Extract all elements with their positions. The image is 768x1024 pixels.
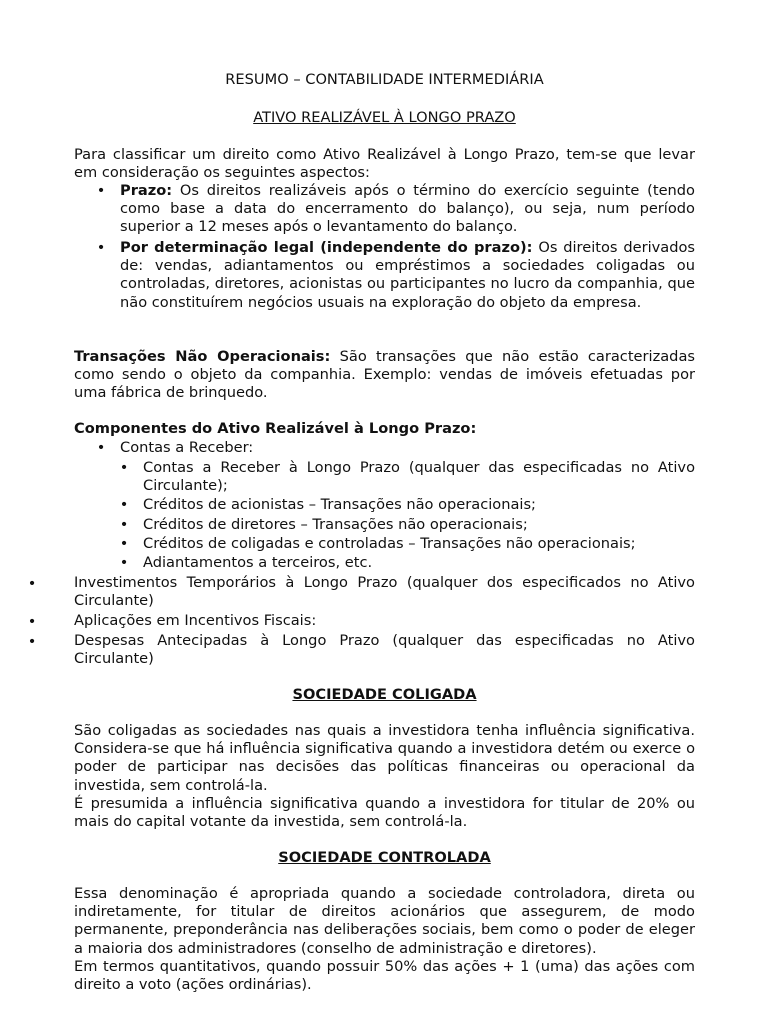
sub-item: Contas a Receber à Longo Prazo (qualquer das especificadas no Ativo Circulante); [143, 459, 695, 495]
document-title: RESUMO – CONTABILIDADE INTERMEDIÁRIA [225, 71, 544, 88]
bullet-icon: • [119, 554, 129, 571]
componentes-heading: Componentes do Ativo Realizável à Longo Prazo: [74, 420, 477, 437]
section-heading-controlada: SOCIEDADE CONTROLADA [278, 849, 491, 866]
sub-item: Créditos de acionistas – Transações não operacionais; [143, 496, 536, 513]
bullet-icon: • [119, 459, 129, 476]
contas-receber-item: Contas a Receber: [120, 439, 254, 456]
controlada-paragraph-1: Essa denominação é apropriada quando a sociedade controladora, direta ou indiretamente, for titular de direitos acionários que assegurem, de modo permanente, preponderância nas deliberações sociais, bem como o poder de eleger a maioria dos administradores (conselho de administração e diretores). [74, 885, 695, 957]
bullet-icon: • [119, 516, 129, 533]
bullet-prazo-text: Os direitos realizáveis após o término do exercício seguinte (tendo como base a data do encerramento do balanço), ou seja, num período superior a 12 meses após o levantamento do balanço. [120, 182, 695, 236]
bullet-icon: • [27, 575, 37, 592]
coligada-paragraph-1: São coligadas as sociedades nas quais a investidora tenha influência significativa. Considera-se que há influência significativa quando a investidora detém ou exerce o poder de participar nas decisões das políticas financeiras ou operacional da investida, sem controlá-la. [74, 722, 695, 794]
bullet-icon: • [119, 535, 129, 552]
bullet-icon: • [96, 439, 106, 456]
bullet-icon: • [96, 182, 106, 199]
bullet-prazo-label: Prazo: [120, 182, 173, 199]
transacoes-text: São transações que não estão caracterizadas como sendo o objeto da companhia. Exemplo: vendas de imóveis efetuadas por uma fábrica de brinquedo. [74, 348, 695, 402]
sub-item: Créditos de diretores – Transações não operacionais; [143, 516, 528, 533]
bullet-icon: • [27, 633, 37, 650]
bullet-icon: • [96, 239, 106, 256]
section-heading-ativo: ATIVO REALIZÁVEL À LONGO PRAZO [253, 109, 516, 126]
bullet-legal [120, 239, 695, 312]
bullet-legal-text: Os direitos derivados de: vendas, adiantamentos ou empréstimos a sociedades coligadas ou controladas, diretores, acionistas ou participantes no lucro da companhia, que não constituírem negócios usuais na exploração do objeto da empresa. [120, 239, 695, 311]
controlada-paragraph-2: Em termos quantitativos, quando possuir 50% das ações + 1 (uma) das ações com direito a voto (ações ordinárias). [74, 958, 695, 994]
bullet-legal-label: Por determinação legal (independente do prazo): [120, 239, 533, 256]
outer-item: Despesas Antecipadas à Longo Prazo (qualquer das especificadas no Ativo Circulante) [74, 632, 695, 668]
transacoes-label: Transações Não Operacionais: [74, 348, 331, 365]
intro-paragraph: Para classificar um direito como Ativo Realizável à Longo Prazo, tem-se que levar em consideração os seguintes aspectos: [74, 146, 695, 182]
coligada-paragraph-2: É presumida a influência significativa quando a investidora for titular de 20% ou mais do capital votante da investida, sem controlá-la. [74, 795, 695, 831]
bullet-icon: • [119, 496, 129, 513]
section-heading-coligada: SOCIEDADE COLIGADA [292, 686, 477, 703]
bullet-prazo [120, 182, 695, 237]
transacoes-paragraph [74, 348, 695, 403]
sub-item: Adiantamentos a terceiros, etc. [143, 554, 373, 571]
outer-item: Investimentos Temporários à Longo Prazo (qualquer dos especificados no Ativo Circulante) [74, 574, 695, 610]
outer-item: Aplicações em Incentivos Fiscais: [74, 612, 317, 629]
bullet-icon: • [27, 613, 37, 630]
sub-item: Créditos de coligadas e controladas – Transações não operacionais; [143, 535, 636, 552]
